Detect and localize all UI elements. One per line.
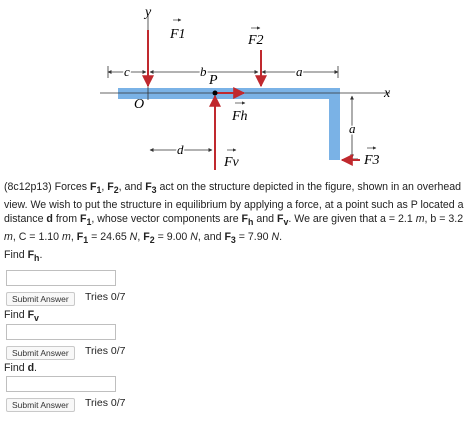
find-d-label: Find d. bbox=[4, 362, 37, 374]
label-b: b bbox=[200, 64, 207, 79]
label-P: P bbox=[209, 73, 218, 88]
label-F2: F2 bbox=[248, 33, 264, 48]
structure-vertical-beam bbox=[329, 88, 340, 160]
label-F3: F3 bbox=[364, 153, 380, 168]
problem-statement: (8c12p13) Forces $F_1$, $F_2$, and $F_3$ act on the structure depicted in the figure, shown in an overhead view. We wish to put the structure in equilibrium by applying a force, at a point such as P located a distance d from $F_1$, whose vector components are $F_h$ and $F_v$. We are given that a = 2.1 m, b = 3.2 m, C = 1.10 m, $F_1 = 24.65$ N, $F_2 = 9.00$ N, and $F_3 = 7.90$ N. Find $F_h$. bbox=[4, 181, 464, 263]
label-x: x bbox=[384, 86, 391, 101]
tries-counter-Fv: Tries 0/7 bbox=[85, 345, 126, 357]
submit-answer-button-Fv[interactable]: Submit Answer bbox=[6, 346, 75, 360]
label-d: d bbox=[177, 142, 184, 157]
label-a-top: a bbox=[296, 64, 303, 79]
point-P bbox=[213, 91, 218, 96]
structure-figure bbox=[0, 0, 474, 178]
tries-counter-d: Tries 0/7 bbox=[85, 397, 126, 409]
label-Fh: Fh bbox=[232, 109, 248, 124]
find-Fh-label: Find $F_h$. bbox=[4, 248, 43, 263]
label-F1: F1 bbox=[170, 27, 186, 42]
label-a-side: a bbox=[349, 121, 356, 136]
tries-counter-Fh: Tries 0/7 bbox=[85, 291, 126, 303]
find-Fv-label: Find $F_v$ bbox=[4, 309, 39, 324]
answer-input-d[interactable] bbox=[6, 376, 116, 392]
label-c: c bbox=[124, 64, 130, 79]
submit-answer-button-Fh[interactable]: Submit Answer bbox=[6, 292, 75, 306]
submit-answer-button-d[interactable]: Submit Answer bbox=[6, 398, 75, 412]
answer-input-Fv[interactable] bbox=[6, 324, 116, 340]
answer-input-Fh[interactable] bbox=[6, 270, 116, 286]
label-O: O bbox=[134, 97, 145, 112]
label-y: y bbox=[145, 5, 152, 20]
label-Fv: Fv bbox=[224, 155, 239, 170]
